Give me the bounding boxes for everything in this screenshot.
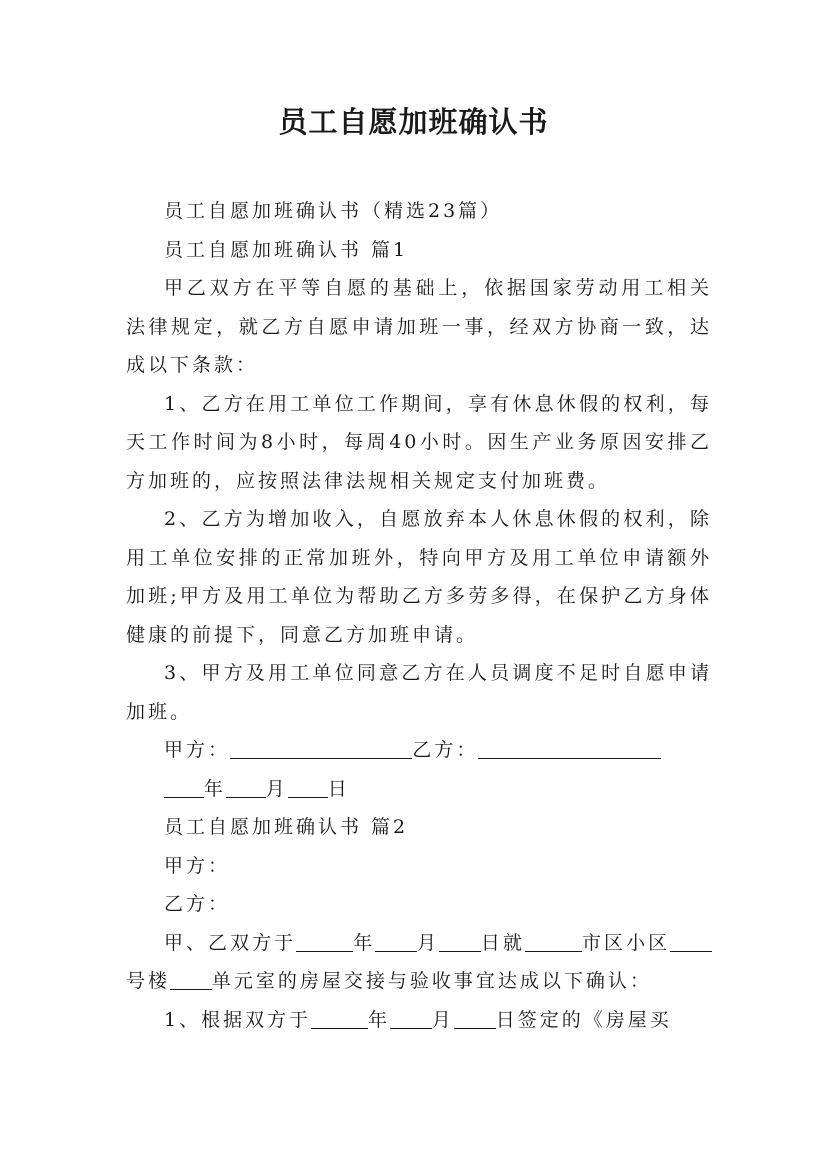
- document-subtitle: 员工自愿加班确认书（精选23篇）: [164, 200, 503, 222]
- document-body: [126, 192, 712, 1039]
- section-1-intro: 甲乙双方在平等自愿的基础上，依据国家劳动用工相关法律规定，就乙方自愿申请加班一事，经双方协商一致，达成以下条款：: [126, 277, 712, 376]
- blank: [525, 932, 582, 952]
- section-2-heading: 员工自愿加班确认书 篇2: [164, 816, 409, 838]
- text-fragment: 单元室的房屋交接与验收事宜达成以下确认：: [211, 970, 652, 992]
- section-2-intro: [126, 924, 712, 1001]
- signature-line: [126, 731, 712, 770]
- section-1-clause-3: 3、甲方及用工单位同意乙方在人员调度不足时自愿申请加班。: [126, 662, 712, 723]
- year-label: 年: [203, 777, 226, 800]
- text-fragment: 1、根据双方于: [164, 1008, 312, 1031]
- blank: [454, 1009, 496, 1029]
- text-fragment: 月: [431, 1008, 454, 1031]
- text-fragment: 月: [417, 931, 440, 954]
- text-fragment: 年: [353, 931, 376, 954]
- document-title: 员工自愿加班确认书: [278, 105, 549, 139]
- day-label: 日: [327, 777, 350, 800]
- day-blank: [288, 778, 328, 798]
- section-1-clause-1: 1、乙方在用工单位工作期间，享有休息休假的权利，每天工作时间为8小时，每周40小时。因生产业务原因安排乙方加班的，应按照法律法规相关规定支付加班费。: [126, 392, 712, 492]
- party-b-signature-blank: [478, 739, 660, 759]
- date-line: [126, 770, 712, 809]
- text-fragment: 甲、乙双方于: [164, 931, 297, 954]
- section-2-clause-1: [126, 1001, 712, 1040]
- year-blank: [164, 778, 204, 798]
- party-b-label: 乙方：: [412, 739, 479, 761]
- section-2-party-a: 甲方：: [164, 854, 231, 877]
- month-label: 月: [265, 777, 288, 800]
- blank: [375, 932, 417, 952]
- blank: [390, 1009, 432, 1029]
- blank: [670, 932, 712, 952]
- party-a-signature-blank: [230, 739, 412, 759]
- month-blank: [226, 778, 266, 798]
- text-fragment: 日签定的《房屋买: [495, 1008, 672, 1031]
- text-fragment: 日就: [480, 931, 525, 954]
- section-1-clause-2: 2、乙方为增加收入，自愿放弃本人休息休假的权利，除用工单位安排的正常加班外，特向甲方及用工单位申请额外加班;甲方及用工单位为帮助乙方多劳多得，在保护乙方身体健康的前提下，同意乙方加班申请。: [126, 508, 712, 646]
- blank: [296, 932, 353, 952]
- text-fragment: 年: [368, 1008, 391, 1031]
- blank: [170, 970, 212, 990]
- text-fragment: 号楼: [126, 970, 171, 992]
- blank: [439, 932, 481, 952]
- party-a-label: 甲方：: [164, 739, 231, 761]
- section-2-party-b: 乙方：: [164, 893, 231, 915]
- blank: [311, 1009, 368, 1029]
- section-1-heading: 员工自愿加班确认书 篇1: [164, 238, 409, 261]
- text-fragment: 市区小区: [582, 931, 671, 954]
